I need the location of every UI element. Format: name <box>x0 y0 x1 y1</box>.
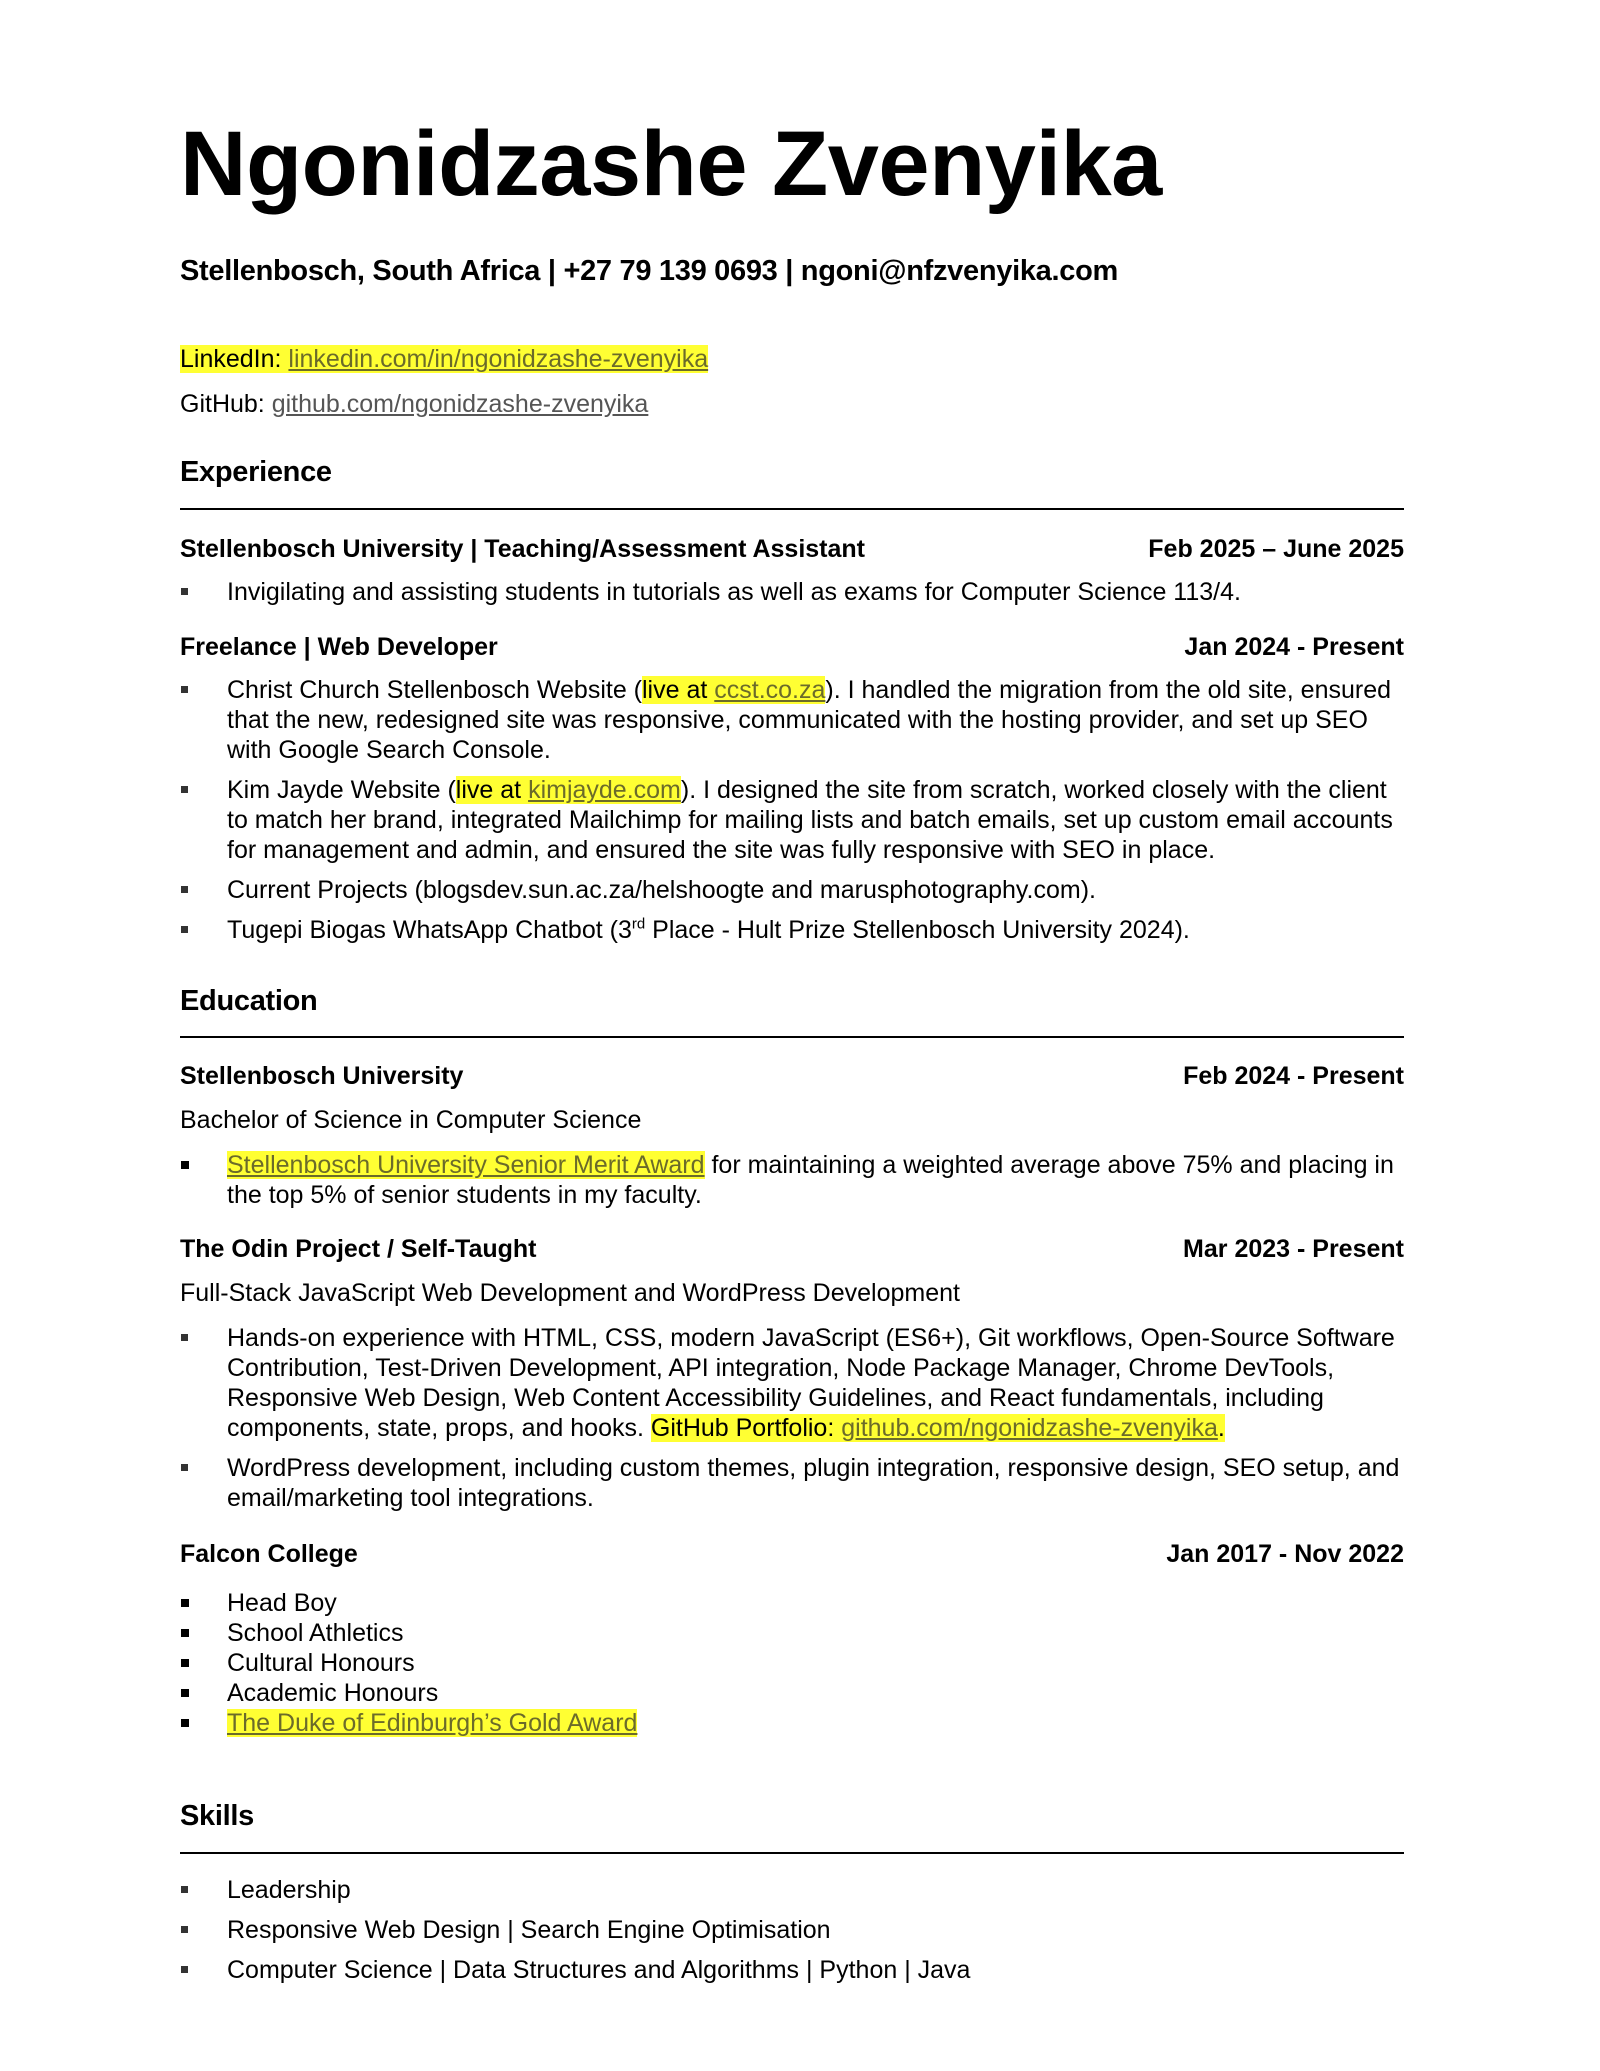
list-item: Tugepi Biogas WhatsApp Chatbot (3rd Place - Hult Prize Stellenbosch University 2024). <box>180 915 1404 945</box>
job-dates: Feb 2025 – June 2025 <box>1148 535 1404 563</box>
portfolio-highlight: GitHub Portfolio: github.com/ngonidzashe-zvenyika. <box>650 1414 1225 1442</box>
degree-name: Bachelor of Science in Computer Science <box>180 1106 642 1134</box>
merit-award-link[interactable]: Stellenbosch University Senior Merit Award <box>227 1151 705 1179</box>
bullet-icon <box>181 1334 188 1341</box>
bullet-icon <box>181 1161 189 1169</box>
linkedin-line <box>180 345 708 374</box>
bullet-icon <box>181 1599 189 1607</box>
github-label: GitHub: <box>180 390 265 418</box>
freelance-bullets <box>180 675 1404 955</box>
bullet-icon <box>181 786 188 793</box>
edu-dates: Feb 2024 - Present <box>1183 1062 1404 1090</box>
bullet-icon <box>181 686 188 693</box>
github-line <box>180 390 648 419</box>
bullet-icon <box>181 1689 189 1697</box>
teaching-bullets <box>180 577 1404 607</box>
bullet-icon <box>181 1966 188 1973</box>
job-header-freelance <box>180 633 1404 662</box>
odin-bullets <box>180 1323 1404 1523</box>
edu-dates: Mar 2023 - Present <box>1183 1235 1404 1263</box>
falcon-bullets <box>180 1588 1404 1738</box>
list-item: Hands-on experience with HTML, CSS, modern JavaScript (ES6+), Git workflows, Open-Source Software Contribution, Test-Driven Development, API integration, Node Package Manager, Chrome DevTools, Responsive Web Design, Web Content Accessibility Guidelines, and React fundamentals, including components, state, props, and hooks. GitHub Portfolio: github.com/ngonidzashe-zvenyika. <box>180 1323 1404 1443</box>
bullet-icon <box>181 886 188 893</box>
list-item: Kim Jayde Website (live at kimjayde.com). I designed the site from scratch, worked closely with the client to match her brand, integrated Mailchimp for mailing lists and batch emails, set up custom email accounts for management and admin, and ensured the site was fully responsive with SEO in place. <box>180 775 1404 865</box>
skills-list <box>180 1875 1404 1985</box>
bullet-icon <box>181 588 188 595</box>
github-link[interactable]: github.com/ngonidzashe-zvenyika <box>271 390 649 418</box>
ccst-link[interactable]: ccst.co.za <box>714 676 826 704</box>
linkedin-label: LinkedIn: <box>180 345 282 373</box>
list-item <box>180 1708 1404 1738</box>
contact-line: Stellenbosch, South Africa | +27 79 139 0693 | ngoni@nfzvenyika.com <box>180 255 1118 287</box>
github-portfolio-link[interactable]: github.com/ngonidzashe-zvenyika <box>841 1414 1218 1442</box>
list-item: Academic Honours <box>180 1678 1404 1708</box>
list-item: Christ Church Stellenbosch Website (live at ccst.co.za). I handled the migration from the old site, ensured that the new, redesigned site was responsive, communicated with the hosting provider, and set up SEO with Google Search Console. <box>180 675 1404 765</box>
bullet-icon <box>181 1464 188 1471</box>
list-item: Responsive Web Design | Search Engine Optimisation <box>180 1915 1404 1945</box>
list-item: School Athletics <box>180 1618 1404 1648</box>
bullet-icon <box>181 926 188 933</box>
bullet-icon <box>181 1629 189 1637</box>
institution-name: Falcon College <box>180 1540 358 1568</box>
live-highlight: live at kimjayde.com <box>455 776 681 804</box>
experience-heading: Experience <box>180 456 332 488</box>
live-highlight: live at ccst.co.za <box>642 676 826 704</box>
job-dates: Jan 2024 - Present <box>1184 633 1404 661</box>
job-header-teaching-assistant <box>180 535 1404 564</box>
bullet-icon <box>181 1926 188 1933</box>
edu-header-odin <box>180 1235 1404 1264</box>
institution-name: The Odin Project / Self-Taught <box>180 1235 537 1263</box>
list-item: Stellenbosch University Senior Merit Award for maintaining a weighted average above 75% and placing in the top 5% of senior students in my faculty. <box>180 1150 1404 1210</box>
duke-award-link[interactable]: The Duke of Edinburgh’s Gold Award <box>227 1709 638 1737</box>
list-item: Cultural Honours <box>180 1648 1404 1678</box>
list-item: Leadership <box>180 1875 1404 1905</box>
list-item: Head Boy <box>180 1588 1404 1618</box>
edu-dates: Jan 2017 - Nov 2022 <box>1166 1540 1404 1568</box>
edu-header-stellenbosch <box>180 1062 1404 1091</box>
job-title: Freelance | Web Developer <box>180 633 498 661</box>
education-divider <box>180 1036 1404 1038</box>
linkedin-link[interactable]: linkedin.com/in/ngonidzashe-zvenyika <box>288 345 709 373</box>
bullet-icon <box>181 1886 188 1893</box>
stellenbosch-bullets <box>180 1150 1404 1210</box>
skills-divider <box>180 1852 1404 1854</box>
institution-name: Stellenbosch University <box>180 1062 464 1090</box>
list-item: Current Projects (blogsdev.sun.ac.za/helshoogte and marusphotography.com). <box>180 875 1404 905</box>
candidate-name: Ngonidzashe Zvenyika <box>180 113 1162 215</box>
bullet-icon <box>181 1659 189 1667</box>
linkedin-highlight <box>180 345 708 373</box>
list-item: Invigilating and assisting students in tutorials as well as exams for Computer Science 113/4. <box>180 577 1404 607</box>
program-name: Full-Stack JavaScript Web Development and WordPress Development <box>180 1279 960 1307</box>
list-item: WordPress development, including custom themes, plugin integration, responsive design, SEO setup, and email/marketing tool integrations. <box>180 1453 1404 1513</box>
experience-divider <box>180 508 1404 510</box>
kimjayde-link[interactable]: kimjayde.com <box>528 776 681 804</box>
education-heading: Education <box>180 985 318 1017</box>
list-item: Computer Science | Data Structures and Algorithms | Python | Java <box>180 1955 1404 1985</box>
edu-header-falcon <box>180 1540 1404 1569</box>
bullet-icon <box>181 1719 189 1727</box>
job-title: Stellenbosch University | Teaching/Assessment Assistant <box>180 535 865 563</box>
skills-heading: Skills <box>180 1800 254 1832</box>
